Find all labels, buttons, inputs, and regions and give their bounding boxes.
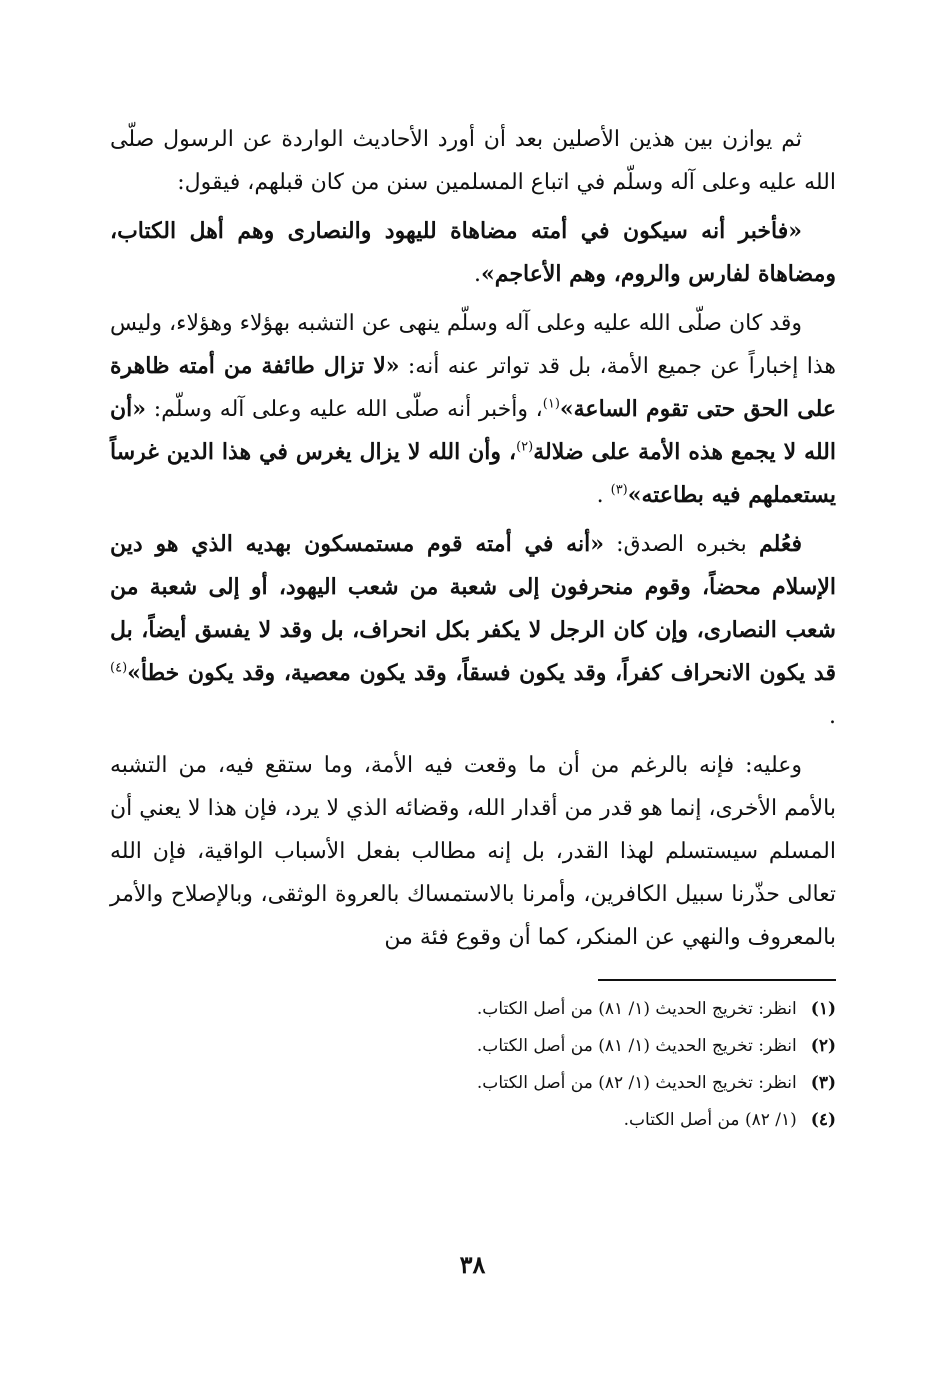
footnotes: [110, 991, 836, 1139]
p3-quote-b: «لا تزال طائفة من أمته ظاهرة على الحق حتى تقوم الساعة»: [110, 353, 836, 422]
footnote-ref-2[interactable]: (٢): [516, 439, 534, 455]
footnote-ref-1[interactable]: (١): [542, 396, 560, 412]
paragraph-5: [110, 744, 836, 959]
p4-text-d: .: [829, 704, 836, 729]
p4-lead: فعُلم: [758, 531, 802, 557]
footnote-text: انظر: تخريج الحديث (١/ ٨٢) من أصل الكتاب.: [476, 1073, 797, 1093]
footnote-3: [110, 1065, 836, 1102]
footnote-text: (١/ ٨٢) من أصل الكتاب.: [623, 1110, 797, 1130]
footnote-number: (٢): [810, 1036, 836, 1056]
footnote-number: (٣): [810, 1073, 836, 1093]
footnote-ref-4[interactable]: (٤): [110, 660, 128, 676]
p3-quote-e: ، وأن الله لا يزال يغرس في هذا الدين غرساً يستعملهم فيه بطاعته»: [110, 439, 836, 508]
footnote-number: (١): [810, 999, 836, 1019]
quote-end: .: [474, 262, 482, 287]
footnote-1: [110, 991, 836, 1028]
quote-text: «فأخبر أنه سيكون في أمته مضاهاة لليهود والنصارى وهم أهل الكتاب، ومضاهاة لفارس والروم، وهم الأعاجم»: [110, 218, 836, 287]
p4-text-b: بخبره الصدق:: [603, 532, 759, 557]
paragraph-5-text: وعليه: فإنه بالرغم من أن ما وقعت فيه الأمة، وما ستقع فيه، من التشبه بالأمم الأخرى، إنما هو قدر من أقدار الله، وقضائه الذي لا يرد، فإن هذا لا يعني أن المسلم سيستسلم لهذا القدر، بل إنه مطالب بفعل الأسباب الواقية، فإن الله تعالى حذّرنا سبيل الكافرين، وأمرنا بالاستمساك بالعروة الوثقى، وبالإصلاح والأمر بالمعروف والنهي عن المنكر، كما أن وقوع فئة من: [110, 753, 836, 950]
footnote-ref-3[interactable]: (٣): [610, 482, 628, 498]
paragraph-1-text: ثم يوازن بين هذين الأصلين بعد أن أورد الأحاديث الواردة عن الرسول صلّى الله عليه وعلى آله وسلّم في اتباع المسلمين سنن من كان قبلهم، فيقول:: [110, 127, 836, 195]
footnote-number: (٤): [810, 1110, 836, 1130]
paragraph-4: [110, 523, 836, 738]
p3-text-f: .: [596, 483, 611, 508]
paragraph-3: [110, 302, 836, 517]
footnote-divider: [598, 979, 836, 981]
footnote-4: [110, 1102, 836, 1139]
p3-text-c: ، وأخبر أنه صلّى الله عليه وعلى آله وسلّم:: [146, 397, 543, 422]
page-body: [110, 118, 836, 1318]
p3-quote-d: «أن الله لا يجمع هذه الأمة على ضلالة: [110, 396, 836, 465]
page-number: ٣٨: [459, 1250, 486, 1279]
p3-text-a: وقد كان صلّى الله عليه وعلى آله وسلّم ينهى عن التشبه بهؤلاء وهؤلاء، وليس هذا إخباراً عن جميع الأمة، بل قد تواتر عنه أنه:: [110, 311, 836, 379]
footnote-2: [110, 1028, 836, 1065]
footnote-text: انظر: تخريج الحديث (١/ ٨١) من أصل الكتاب.: [476, 1036, 797, 1056]
paragraph-1: [110, 118, 836, 204]
paragraph-2-quote: [110, 210, 836, 296]
p4-quote-c: «أنه في أمته قوم مستمسكون بهديه الذي هو دين الإسلام محضاً، وقوم منحرفون إلى شعبة من شعب اليهود، أو إلى شعبة من شعب النصارى، وإن كان الرجل لا يكفر بكل انحراف، بل وقد لا يفسق أيضاً، بل قد يكون الانحراف كفراً، وقد يكون فسقاً، وقد يكون معصية، وقد يكون خطأ»: [110, 531, 836, 686]
footnote-text: انظر: تخريج الحديث (١/ ٨١) من أصل الكتاب.: [476, 999, 797, 1019]
